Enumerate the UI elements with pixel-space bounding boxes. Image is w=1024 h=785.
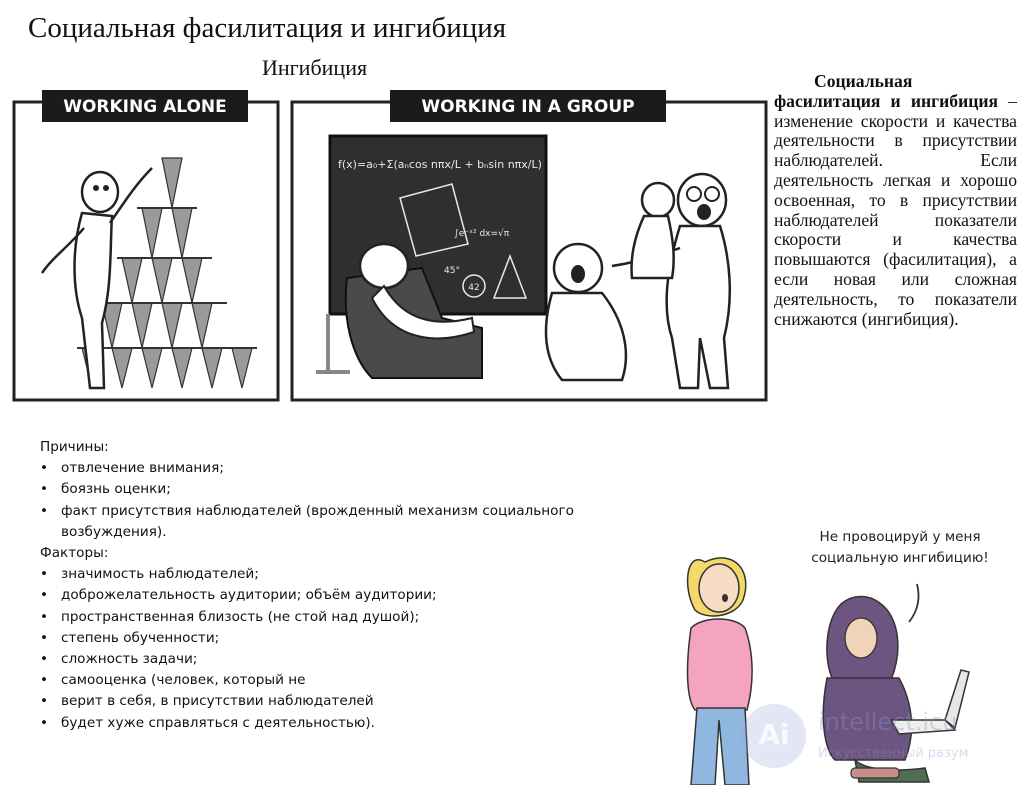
list-item: • доброжелательность аудитории; объём аудитории; [40, 585, 630, 606]
watermark-subtext: Искусственный разум [818, 746, 969, 761]
factors-list [40, 564, 630, 734]
list-item: • факт присутствия наблюдателей (врожденный механизм социального возбуждения). [40, 501, 630, 543]
watermark-logo-text: Ai [758, 718, 790, 751]
list-item: • сложность задачи; [40, 649, 630, 670]
watermark-text: intellect.icu [818, 708, 958, 736]
factors-heading: Факторы: [40, 545, 109, 562]
page-title: Социальная фасилитация и ингибиция [28, 12, 507, 44]
definition-text: – изменение скорости и качества деятельности в присутствии наблюдателей. Если деятельность легкая и хорошо освоенная, то в присутствии наблюдателей показатели скорости и качества повышаются (фасилитация), а если новая или сложная деятельность, то показатели снижаются (ингибиция). [774, 90, 1017, 329]
list-item: • степень обученности; [40, 628, 630, 649]
watermark-logo-icon [742, 704, 806, 768]
causes-factors-block [40, 437, 630, 734]
label-working-group: WORKING IN A GROUP [421, 97, 635, 117]
list-item: • отвлечение внимания; [40, 458, 630, 479]
comic-illustration [12, 88, 770, 404]
speech-line-2: социальную ингибицию! [811, 550, 989, 566]
definition-term: Социальная фасилитация и ингибиция [774, 71, 999, 111]
board-number: 42 [468, 283, 480, 293]
speech-bubble [790, 527, 1010, 569]
definition-paragraph [774, 72, 1017, 329]
list-item: • боязнь оценки; [40, 479, 630, 500]
list-item: • верит в себя, в присутствии наблюдателей [40, 691, 630, 712]
list-item: • пространственная близость (не стой над душой); [40, 607, 630, 628]
board-formula: f(x)=a₀+Σ(aₙcos nπx/L + bₙsin nπx/L) [338, 158, 542, 171]
causes-heading: Причины: [40, 439, 109, 455]
board-integral: ∫e⁻ˣ² dx=√π [454, 229, 510, 239]
list-item: • будет хуже справляться с деятельностью). [40, 713, 630, 734]
causes-list [40, 458, 630, 543]
label-working-alone: WORKING ALONE [63, 97, 227, 117]
page-subtitle: Ингибиция [262, 55, 368, 80]
list-item: • значимость наблюдателей; [40, 564, 630, 585]
list-item: • самооценка (человек, который не [40, 670, 630, 691]
speech-line-1: Не провоцируй у меня [819, 529, 981, 545]
board-angle: 45° [444, 266, 460, 276]
